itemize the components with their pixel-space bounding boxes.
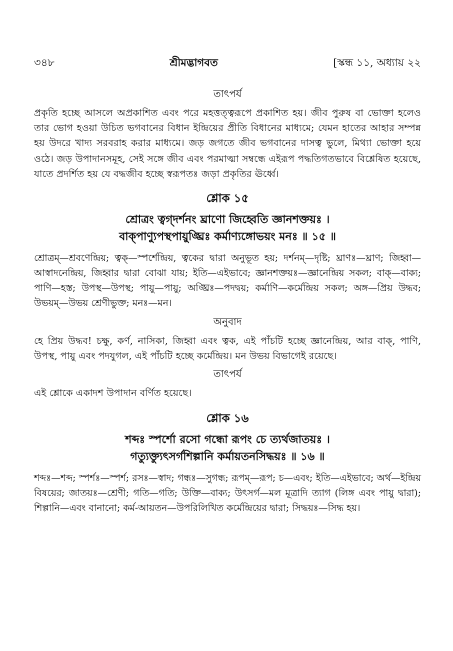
sloka-16-word-meanings: শব্দঃ—শব্দ; স্পর্শঃ—স্পর্শ; রসঃ—স্বাদ; গন্ধঃ—সুগন্ধ; রূপম্—রূপ; চ—এবং; ইতি—এইভাবে; অর্থ—ইন্দ্রিয় বিষয়ের; জাতয়ঃ—শ্রেণী; গতি—গতি; উক্তি—বাক্য; উৎসর্গ—মল মূত্রাদি ত্যাগ (লিঙ্গ এবং পায়ু দ্বারা); শিল্পানি—এবং বানানো; কর্ম-আয়তন—উপরিলিখিত কর্মেন্দ্রিয়ের দ্বারা; সিদ্ধয়ঃ—সিদ্ধ হয়।: [34, 472, 421, 514]
chapter-reference: [স্কন্ধ ১১, অধ্যায় ২২: [333, 57, 421, 69]
purport-heading-1: তাৎপর্য: [213, 89, 242, 100]
translation-text-15: হে প্রিয় উদ্ধব! চক্ষু, কর্ণ, নাসিকা, জিহ্বা এবং ত্বক, এই পাঁচটি হচ্ছে জ্ঞানেন্দ্রিয়, আর বাক্, পাণি, উপস্থ, পায়ু এবং পদযুগল, এই পাঁচটি হচ্ছে কর্মেন্দ্রিয়। মন উভয় বিভাগেই রয়েছে।: [34, 336, 421, 363]
page-header: [34, 56, 421, 73]
sloka-16-title: শ্লোক ১৬: [206, 410, 249, 425]
book-title: শ্রীমদ্ভাগবত: [169, 57, 218, 69]
purport-heading-15: তাৎপর্য: [213, 369, 242, 381]
sloka-15-line-1: শ্রোত্রং ত্বগ্‌দর্শনং ঘ্রাণো জিহ্বেতি জ্ঞানশক্তয়ঃ ।: [125, 213, 330, 227]
sloka-15-word-meanings: শ্রোত্রম্—শ্রবণেন্দ্রিয়; ত্বক্—স্পর্শেন্দ্রিয়, ত্বকের দ্বারা অনুভূত হয়; দর্শনম্—দৃষ্টি; ঘ্রাণঃ—ঘ্রাণ; জিহ্বা—আস্বাদনেন্দ্রিয়, জিহ্বার দ্বারা বোঝা যায়; ইতি—এইভাবে; জ্ঞানশক্তয়ঃ—জ্ঞানেন্দ্রিয় সকল; বাক্—বাক্য; পাণি—হস্ত; উপস্থ—উপস্থ; পায়ু—পায়ু; অঙ্ঘ্রিঃ—পদদ্বয়; কর্মাণি—কর্মেন্দ্রিয় সকল; অঙ্গ—প্রিয় উদ্ধব; উভয়ম্—উভয় শ্রেণীভুক্ত; মনঃ—মন।: [34, 253, 421, 310]
sloka-16-line-1: শব্দঃ স্পর্শো রসো গন্ধো রূপং চে ত্যর্থজাতয়ঃ ।: [125, 432, 330, 446]
page-number: ৩৪৮: [34, 57, 55, 69]
purport-text-1: প্রকৃতি হচ্ছে আসলে অপ্রকাশিত এবং পরে মহত্তত্ত্বরূপে প্রকাশিত হয়। জীব পুরুষ বা ভোক্তা হলেও তার ভোগ হওয়া উচিত ভগবানের বিধান ইন্দ্রিয়ের প্রীতি বিধানের মাধ্যমে; যেমন হাতের আহার সম্পন্ন হয় উদরে খাদ্য সরবরাহ করার মাধ্যমে। জড় জগতে জীব ভগবানের দাসত্ব ভুলে, মিথ্যা ভোক্তা হয়ে ওঠে। জড় উপাদানসমূহ, সেই সঙ্গে জীব এবং পরমাত্মা সম্বন্ধে এইরূপ পদ্ধতিগতভাবে বিশ্লেষিত হয়েছে, যাতে প্রদর্শিত হয় যে বদ্ধজীব হচ্ছে স্বরূপতঃ জড়া প্রকৃতির ঊর্ধ্বে।: [34, 108, 421, 180]
purport-text-15: এই শ্লোকে একাদশ উপাদান বর্ণিত হয়েছে।: [34, 388, 192, 400]
sloka-16-line-2: গত্যুক্ত্যুৎসর্গশিল্পানি কর্মায়তনসিদ্ধয়ঃ ॥ ১৬ ॥: [130, 449, 325, 463]
translation-heading-15: অনুবাদ: [213, 317, 242, 329]
sloka-15-line-2: বাক্‌পাণ্যুপস্থপায়ুঙ্ঘ্রিঃ কর্মাণ্যঙ্গোভয়ং মনঃ ॥ ১৫ ॥: [119, 230, 336, 244]
sloka-15-title: শ্লোক ১৫: [206, 191, 249, 206]
